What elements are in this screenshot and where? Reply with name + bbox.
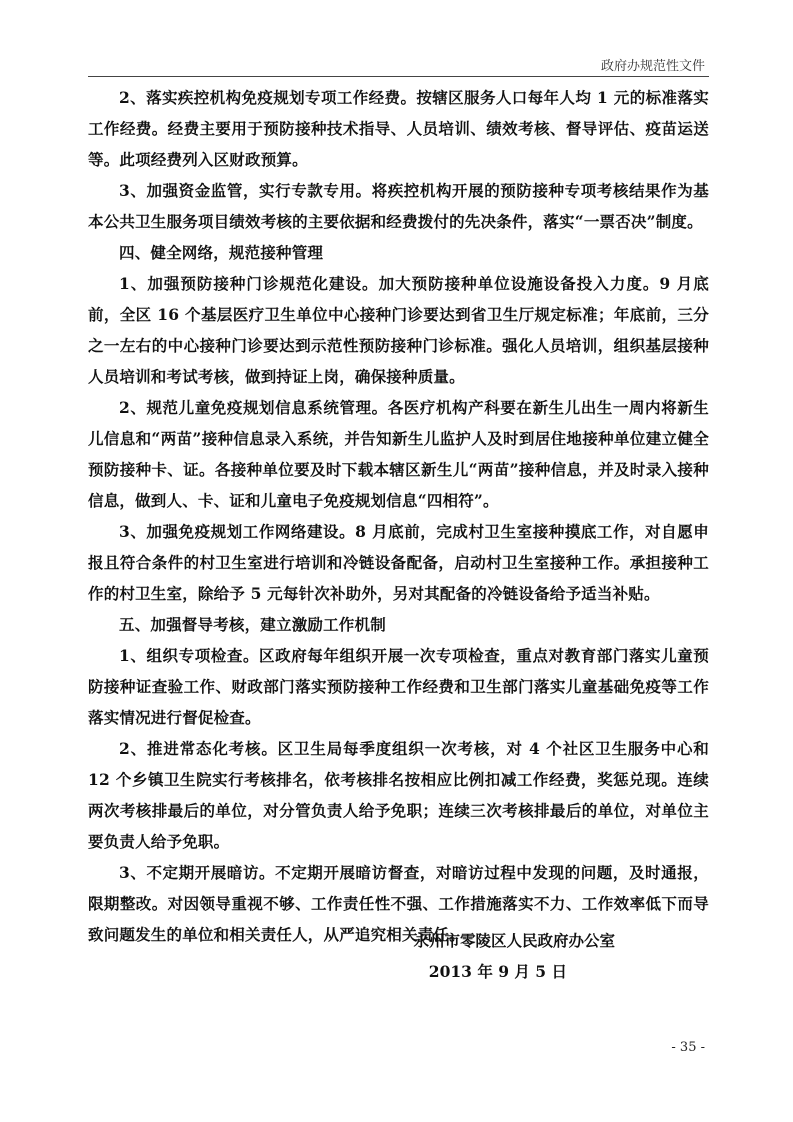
paragraph: 2、推进常态化考核。区卫生局每季度组织一次考核，对 4 个社区卫生服务中心和 12 个乡镇卫生院实行考核排名，依考核排名按相应比例扣减工作经费，奖惩兑现。连续两次考核排最后的单位，对分管负责人给予免职；连续三次考核排最后的单位，对单位主要负责人给予免职。 [88,739,709,851]
document-header-label: 政府办规范性文件 [600,59,705,74]
document-body [88,82,709,950]
signature-organization: 永州市零陵区人民政府办公室 [413,931,615,950]
paragraph: 3、加强资金监管，实行专款专用。将疾控机构开展的预防接种专项考核结果作为基本公共卫生服务项目绩效考核的主要依据和经费拨付的先决条件，落实“一票否决”制度。 [88,181,709,231]
header-divider [88,76,709,77]
signature-date: 2013 年 9 月 5 日 [428,962,567,981]
page-number: - 35 - [671,1040,705,1055]
paragraph: 1、组织专项检查。区政府每年组织开展一次专项检查，重点对教育部门落实儿童预防接种证查验工作、财政部门落实预防接种工作经费和卫生部门落实儿童基础免疫等工作落实情况进行督促检查。 [88,646,709,727]
section-heading: 五、加强督导考核，建立激励工作机制 [119,615,386,634]
paragraph: 1、加强预防接种门诊规范化建设。加大预防接种单位设施设备投入力度。9 月底前，全区 16 个基层医疗卫生单位中心接种门诊要达到省卫生厅规定标准；年底前，三分之一左右的中心接种门诊要达到示范性预防接种门诊标准。强化人员培训，组织基层接种人员培训和考试考核，做到持证上岗，确保接种质量。 [88,274,709,386]
paragraph: 3、加强免疫规划工作网络建设。8 月底前，完成村卫生室接种摸底工作，对自愿申报且符合条件的村卫生室进行培训和冷链设备配备，启动村卫生室接种工作。承担接种工作的村卫生室，除给予 5 元每针次补助外，另对其配备的冷链设备给予适当补贴。 [88,522,709,603]
paragraph: 2、规范儿童免疫规划信息系统管理。各医疗机构产科要在新生儿出生一周内将新生儿信息和“两苗”接种信息录入系统，并告知新生儿监护人及时到居住地接种单位建立健全预防接种卡、证。各接种单位要及时下载本辖区新生儿“两苗”接种信息，并及时录入接种信息，做到人、卡、证和儿童电子免疫规划信息“四相符”。 [88,398,709,510]
paragraph: 3、不定期开展暗访。不定期开展暗访督查，对暗访过程中发现的问题，及时通报，限期整改。对因领导重视不够、工作责任性不强、工作措施落实不力、工作效率低下而导致问题发生的单位和相关责任人，从严追究相关责任。 [88,863,709,944]
section-heading: 四、健全网络，规范接种管理 [119,243,324,262]
paragraph: 2、落实疾控机构免疫规划专项工作经费。按辖区服务人口每年人均 1 元的标准落实工作经费。经费主要用于预防接种技术指导、人员培训、绩效考核、督导评估、疫苗运送等。此项经费列入区财政预算。 [88,88,709,169]
